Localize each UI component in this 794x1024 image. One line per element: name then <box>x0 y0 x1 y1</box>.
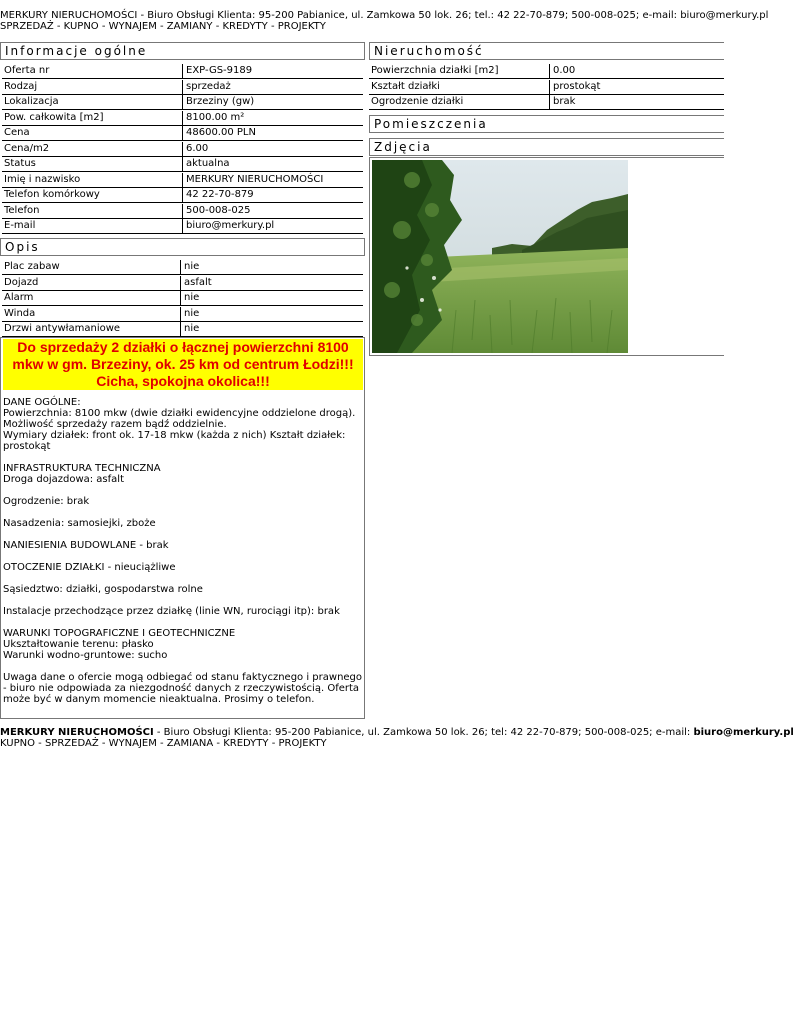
row-value: biuro@merkury.pl <box>182 219 274 233</box>
row-value: MERKURY NIERUCHOMOŚCI <box>182 173 323 187</box>
description-paragraph: NANIESIENIA BUDOWLANE - brak <box>3 540 169 551</box>
info-row <box>2 142 363 157</box>
row-label: Drzwi antywłamaniowe <box>4 323 121 334</box>
bottom-contact-text: - Biuro Obsługi Klienta: 95-200 Pabianice, ul. Zamkowa 50 lok. 26; tel: 42 22-70-879; 500-008-025; e-mail: <box>153 727 694 738</box>
top-services-text: SPRZEDAŻ - KUPNO - WYNAJEM - ZAMIANY - KREDYTY - PROJEKTY <box>0 21 326 32</box>
property-header: Nieruchomość <box>369 42 724 60</box>
description-paragraph: Nasadzenia: samosiejki, zboże <box>3 518 156 529</box>
general-info-header: Informacje ogólne <box>0 42 365 60</box>
row-value: Brzeziny (gw) <box>182 95 254 109</box>
info-row <box>2 276 363 291</box>
row-label: Pow. całkowita [m2] <box>4 111 104 123</box>
top-company-name: MERKURY NIERUCHOMOŚCI <box>0 10 138 21</box>
row-value: 42 22-70-879 <box>182 188 254 202</box>
info-row <box>2 64 363 79</box>
row-label: E-mail <box>4 220 36 231</box>
row-value: aktualna <box>182 157 230 171</box>
row-label: Dojazd <box>4 276 39 288</box>
row-label: Oferta nr <box>4 65 50 76</box>
info-row <box>2 95 363 110</box>
row-divider <box>369 109 724 110</box>
row-label: Ogrodzenie działki <box>371 96 464 107</box>
rooms-header: Pomieszczenia <box>369 115 724 133</box>
field-photo-image <box>372 160 628 353</box>
row-value: nie <box>180 322 199 336</box>
photos-header: Zdjęcia <box>369 138 724 156</box>
info-row <box>369 80 724 95</box>
row-value: prostokąt <box>549 80 600 94</box>
row-value: nie <box>180 307 199 321</box>
row-value: 500-008-025 <box>182 204 250 218</box>
info-row <box>2 173 363 188</box>
row-label: Powierzchnia działki [m2] <box>371 65 499 76</box>
row-value: brak <box>549 95 575 109</box>
info-row <box>369 64 724 79</box>
info-row <box>2 80 363 95</box>
row-label: Telefon <box>4 204 40 216</box>
info-row <box>2 291 363 306</box>
row-value: 8100.00 m² <box>182 111 244 125</box>
bottom-services-text: KUPNO - SPRZEDAŻ - WYNAJEM - ZAMIANA - KREDYTY - PROJEKTY <box>0 738 327 749</box>
row-label: Cena/m2 <box>4 142 50 154</box>
row-label: Plac zabaw <box>4 261 60 272</box>
info-row <box>2 322 363 337</box>
row-value: nie <box>180 260 199 274</box>
row-value: asfalt <box>180 276 212 290</box>
top-contact-text: - Biuro Obsługi Klienta: 95-200 Pabianice, ul. Zamkowa 50 lok. 26; tel.: 42 22-70-879; 500-008-025; e-mail: biuro@merkury.pl <box>137 10 769 21</box>
row-value: 6.00 <box>182 142 208 156</box>
row-label: Telefon komórkowy <box>4 189 100 200</box>
info-row <box>2 157 363 172</box>
info-row <box>2 260 363 275</box>
row-label: Imię i nazwisko <box>4 173 81 185</box>
description-paragraph: WARUNKI TOPOGRAFICZNE I GEOTECHNICZNE Ukształtowanie terenu: płasko Warunki wodno-gruntowe: sucho <box>3 628 236 661</box>
description-paragraph: Uwaga dane o ofercie mogą odbiegać od stanu faktycznego i prawnego - biuro nie odpowiada za niezgodność danych z rzeczywistością. Oferta może być w danym momencie nieaktualna. Prosimy o telefon. <box>3 672 363 705</box>
offer-description <box>3 397 363 716</box>
offer-headline: Do sprzedaży 2 działki o łącznej powierzchni 8100 mkw w gm. Brzeziny, ok. 25 km od centrum Łodzi!!! Cicha, spokojna okolica!!! <box>3 339 363 390</box>
description-paragraph: DANE OGÓLNE: Powierzchnia: 8100 mkw (dwie działki ewidencyjne oddzielone drogą). Możliwość sprzedaży razem bądź oddzielnie. Wymiary działek: front ok. 17-18 mkw (każda z nich) Kształt działek: prostokąt <box>3 397 356 452</box>
info-row <box>2 307 363 322</box>
bottom-company-name: MERKURY NIERUCHOMOŚCI <box>0 727 154 738</box>
description-paragraph: OTOCZENIE DZIAŁKI - nieuciążliwe <box>3 562 176 573</box>
top-contact-bar <box>0 10 769 32</box>
row-label: Lokalizacja <box>4 96 59 107</box>
row-value: 48600.00 PLN <box>182 126 256 140</box>
info-row <box>2 111 363 126</box>
row-value: 0.00 <box>549 64 575 78</box>
info-row <box>2 204 363 219</box>
info-row <box>2 219 363 234</box>
description-paragraph: Ogrodzenie: brak <box>3 496 90 507</box>
bottom-contact-bar <box>0 727 794 749</box>
description-header: Opis <box>0 238 365 256</box>
info-row <box>2 126 363 141</box>
row-label: Cena <box>4 127 30 138</box>
row-value: nie <box>180 291 199 305</box>
row-value: EXP-GS-9189 <box>182 64 252 78</box>
description-paragraph: Instalacje przechodzące przez działkę (linie WN, rurociągi itp): brak <box>3 606 340 617</box>
info-row <box>369 95 724 110</box>
row-label: Alarm <box>4 292 34 303</box>
row-label: Rodzaj <box>4 80 38 92</box>
row-label: Status <box>4 158 36 169</box>
description-paragraph: INFRASTRUKTURA TECHNICZNA Droga dojazdowa: asfalt <box>3 463 161 485</box>
row-label: Kształt działki <box>371 80 440 92</box>
row-divider <box>2 233 363 234</box>
row-label: Winda <box>4 307 36 319</box>
bottom-email-link[interactable]: biuro@merkury.pl <box>693 727 794 738</box>
info-row <box>2 188 363 203</box>
description-paragraph: Sąsiedztwo: działki, gospodarstwa rolne <box>3 584 203 595</box>
row-value: sprzedaż <box>182 80 231 94</box>
property-photo[interactable] <box>372 160 628 353</box>
